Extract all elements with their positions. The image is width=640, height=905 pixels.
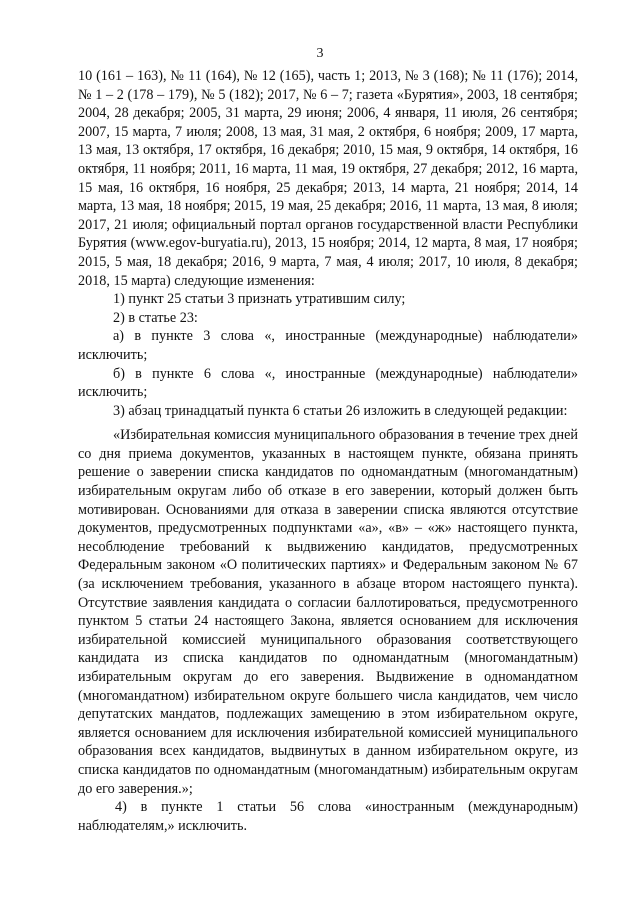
intro-paragraph: 10 (161 – 163), № 11 (164), № 12 (165), часть 1; 2013, № 3 (168); № 11 (176); 2014, № 1 – 2 (178 – 179), № 5 (182); 2017, № 6 – 7; газета «Бурятия», 2003, 18 сентября; 2004, 28 декабря; 2005, 31 марта, 29 июня; 2006, 4 января, 11 июля, 26 сентября; 2007, 15 марта, 7 июля; 2008, 13 мая, 31 мая, 2 октября, 6 ноября; 2009, 17 марта, 13 мая, 13 октября, 17 октября, 16 декабря; 2010, 15 мая, 9 октября, 14 октября, 16 октября, 11 ноября; 2011, 16 марта, 11 мая, 19 октября, 27 декабря; 2012, 16 марта, 15 мая, 16 октября, 16 ноября, 25 декабря; 2013, 14 марта, 21 ноября; 2014, 14 марта, 13 мая, 18 ноября; 2015, 19 мая, 25 декабря; 2016, 11 марта, 13 мая, 8 июля; 2017, 21 июля; официальный портал органов государственной власти Республики Бурятия (www.egov-buryatia.ru), 2013, 15 ноября; 2014, 12 марта, 8 мая, 17 ноября; 2015, 5 мая, 18 декабря; 2016, 9 марта, 7 мая, 4 июля; 2017, 10 июля, 8 декабря; 2018, 15 марта) следующие изменения: [78,68,578,289]
item-2: 2) в статье 23: [113,309,198,326]
document-body [78,67,578,835]
item-2a: а) в пункте 3 слова «, иностранные (международные) наблюдатели» исключить; [78,328,578,363]
page-number: 3 [316,46,324,61]
item-2b: б) в пункте 6 слова «, иностранные (международные) наблюдатели» исключить; [78,365,578,401]
quoted-amendment [78,426,578,798]
item-3: 3) абзац тринадцатый пункта 6 статьи 26 изложить в следующей редакции: [113,402,568,419]
item-1: 1) пункт 25 статьи 3 признать утратившим силу; [113,291,406,308]
item-4: 4) в пункте 1 статьи 56 слова «иностранным (международным) наблюдателям,» исключить. [78,799,578,834]
quote-paragraph: «Избирательная комиссия муниципального образования в течение трех дней со дня приема документов, указанных в настоящем пункте, обязана принять решение о заверении списка кандидатов по одномандатным (многомандатным) избирательным округам либо об отказе в его заверении, который должен быть мотивирован. Основаниями для отказа в заверении списка являются отсутствие документов, предусмотренных подпунктами «а», «в» – «ж» настоящего пункта, несоблюдение требований к выдвижению кандидатов, предусмотренных Федеральным законом «О политических партиях» и Федеральным законом № 67 (за исключением требования, указанного в абзаце втором настоящего пункта). Отсутствие заявления кандидата о согласии баллотироваться, предусмотренного пунктом 5 статьи 24 настоящего Закона, является основанием для исключения избирательной комиссией муниципального образования соответствующего кандидата из списка кандидатов по одномандатным (многомандатным) избирательным округам до его заверения. Выдвижение в одномандатном (многомандатном) избирательном округе большего числа кандидатов, чем число депутатских мандатов, подлежащих замещению в этом избирательном округе, является основанием для исключения избирательной комиссией муниципального образования всех кандидатов, выдвинутых в данном избирательном округе, из списка кандидатов по одномандатным (многомандатным) избирательным округам до его заверения.»; [78,427,578,797]
